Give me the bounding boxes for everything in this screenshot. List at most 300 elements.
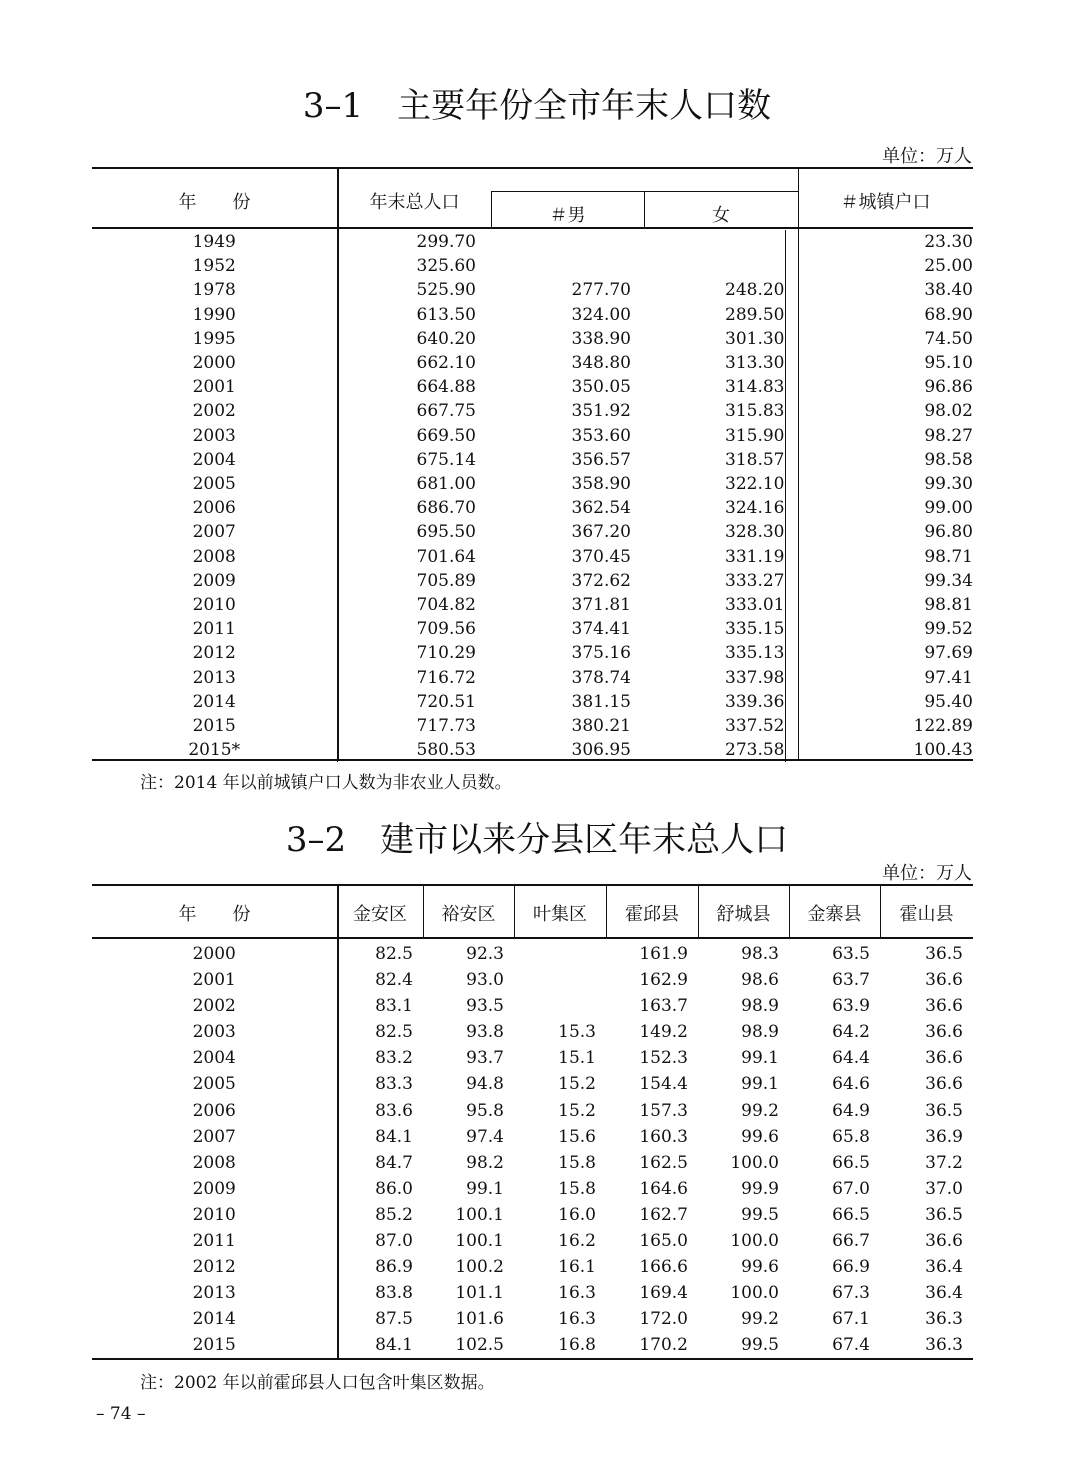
table2-cell-value: 15.1 [558, 1048, 596, 1069]
table2-cell-value: 36.6 [925, 970, 963, 991]
table1-row [92, 375, 973, 399]
table2-cell-year: 2013 [92, 1280, 337, 1306]
table2-row [92, 1254, 973, 1280]
table2-cell-value: 63.9 [832, 996, 870, 1017]
table1-note: 注：2014 年以前城镇户口人数为非农业人员数。 [140, 773, 512, 793]
table1-cell-value: 640.20 [416, 328, 476, 349]
table1-cell-value: 98.58 [924, 449, 973, 470]
table1-cell-value: 74.50 [924, 328, 973, 349]
page-number: – 74 – [96, 1404, 146, 1424]
table1-cell-value: 710.29 [416, 643, 476, 664]
table1-cell-value: 277.70 [571, 280, 631, 301]
table2-cell-value: 16.2 [558, 1231, 596, 1252]
table2-cell-value: 36.5 [925, 944, 963, 964]
table2-cell-value: 83.6 [375, 1100, 413, 1121]
table2-cell-value: 99.5 [741, 1204, 779, 1225]
table2-header-divider [606, 886, 607, 938]
table1-row [92, 593, 973, 617]
table2-cell-value: 16.3 [558, 1283, 596, 1304]
table1-row [92, 303, 973, 327]
table2-row [92, 1071, 973, 1097]
table1-row [92, 617, 973, 641]
table2-cell-value: 101.1 [455, 1283, 504, 1304]
table2-cell-value: 169.4 [639, 1283, 688, 1304]
table1-cell-value: 98.71 [924, 546, 973, 567]
table2-top-rule [92, 884, 973, 886]
table1-header-rule [92, 227, 973, 229]
table1-cell-year: 2010 [92, 593, 337, 617]
table2-cell-value: 82.5 [375, 1022, 413, 1043]
table1-row [92, 254, 973, 278]
table2-cell-value: 93.5 [466, 996, 504, 1017]
table2-cell-value: 100.0 [730, 1283, 779, 1304]
table1-row [92, 448, 973, 472]
table1-cell-value: 100.43 [913, 740, 973, 761]
table1-cell-value: 351.92 [571, 401, 631, 422]
table1-cell-value: 324.16 [631, 496, 785, 520]
table2-cell-value: 82.5 [375, 944, 413, 964]
table2-header-cell: 金安区 [353, 904, 407, 925]
table2-header-divider [698, 886, 699, 938]
table2-header-cell: 霍邱县 [625, 904, 679, 925]
table1-row [92, 690, 973, 714]
table1-cell-value: 613.50 [416, 304, 476, 325]
table1-cell-year: 2007 [92, 520, 337, 544]
table2-cell-value: 64.9 [832, 1100, 870, 1121]
table2-cell-value: 36.3 [925, 1309, 963, 1330]
table2-cell-value: 93.7 [466, 1048, 504, 1069]
table2-cell-value: 101.6 [455, 1309, 504, 1330]
table2-cell-value: 84.1 [375, 1335, 413, 1356]
table2-row [92, 993, 973, 1019]
table2-cell-value: 16.0 [558, 1204, 596, 1225]
table2-row [92, 1150, 973, 1176]
table2-row [92, 1098, 973, 1124]
table2-cell-year: 2012 [92, 1254, 337, 1280]
table1-cell-value: 337.52 [631, 714, 785, 738]
table2-row [92, 1228, 973, 1254]
table1-cell-year: 1990 [92, 303, 337, 327]
table1-cell-year: 2000 [92, 351, 337, 375]
table1-cell-year: 1978 [92, 278, 337, 302]
table1-cell-value: 362.54 [571, 498, 631, 519]
table2-cell-value: 98.9 [741, 996, 779, 1017]
table2-cell-year: 2010 [92, 1202, 337, 1228]
table1-cell-value: 314.83 [631, 375, 785, 399]
table2-unit: 单位：万人 [882, 863, 972, 884]
table1-header-male: ＃男 [549, 205, 586, 226]
table1-cell-value: 99.52 [924, 619, 973, 640]
table1-cell-value: 717.73 [416, 716, 476, 737]
table2-header-cell: 霍山县 [899, 904, 954, 925]
table1-cell-value: 99.00 [924, 498, 973, 519]
table2-row [92, 1332, 973, 1358]
table1-header-total: 年末总人口 [369, 192, 460, 213]
table1-cell-value: 704.82 [416, 595, 476, 616]
table1-cell-value: 662.10 [416, 353, 476, 374]
table2-cell-value: 36.6 [925, 1231, 963, 1252]
table1-row [92, 569, 973, 593]
table2-cell-value: 36.3 [925, 1335, 963, 1356]
table2-cell-value: 92.3 [466, 944, 504, 964]
table2-cell-value: 157.3 [639, 1100, 688, 1121]
table2-cell-value: 84.1 [375, 1126, 413, 1147]
table2-header-divider [880, 886, 881, 938]
table1-cell-value: 675.14 [416, 449, 476, 470]
table2-cell-value: 87.0 [375, 1231, 413, 1252]
table2-cell-value: 99.5 [741, 1335, 779, 1356]
table2-cell-value: 99.1 [741, 1048, 779, 1069]
table1-cell-value: 380.21 [571, 716, 631, 737]
table2-cell-value: 166.6 [639, 1257, 688, 1278]
table2-note: 注：2002 年以前霍邱县人口包含叶集区数据。 [140, 1373, 495, 1393]
table2-cell-value: 149.2 [639, 1022, 688, 1043]
table2-cell-value: 67.0 [832, 1178, 870, 1199]
table1-header-urban: ＃城镇户口 [840, 192, 931, 213]
table1-cell-value: 96.80 [924, 522, 973, 543]
table2-header-divider [789, 886, 790, 938]
table1-cell-value: 701.64 [416, 546, 476, 567]
table1-cell-year: 2013 [92, 666, 337, 690]
table2-header-divider [423, 886, 424, 938]
table1-cell-value: 333.27 [631, 569, 785, 593]
table1-cell-value: 374.41 [571, 619, 631, 640]
table1-cell-value: 315.90 [631, 424, 785, 448]
table1-cell-value: 338.90 [571, 328, 631, 349]
table2-header-cell: 舒城县 [716, 904, 771, 925]
table1-cell-year: 2009 [92, 569, 337, 593]
table2-header-divider [337, 886, 339, 938]
table1-cell-value: 99.34 [924, 570, 973, 591]
table2-header-cell: 金寨县 [807, 904, 862, 925]
table1-header-female: 女 [712, 205, 730, 226]
table2-cell-value: 36.4 [925, 1257, 963, 1278]
table2-cell-value: 154.4 [639, 1074, 688, 1095]
table2-cell-value: 36.6 [925, 1074, 963, 1095]
table2-cell-value: 98.9 [741, 1022, 779, 1043]
table2-row [92, 1124, 973, 1150]
table1-cell-value: 367.20 [571, 522, 631, 543]
table2-cell-value: 67.4 [832, 1335, 870, 1356]
table2-cell-value: 163.7 [639, 996, 688, 1017]
table1-cell-year: 2005 [92, 472, 337, 496]
table1-cell-value: 664.88 [416, 377, 476, 398]
table1-cell-year: 1995 [92, 327, 337, 351]
table2-cell-value: 84.7 [375, 1152, 413, 1173]
table1-cell-value: 299.70 [416, 232, 476, 252]
table2-body [92, 941, 973, 1359]
table2-cell-value: 63.7 [832, 970, 870, 991]
table2-cell-value: 66.5 [832, 1152, 870, 1173]
table1-title [0, 78, 1074, 127]
table2-cell-value: 65.8 [832, 1126, 870, 1147]
table2-cell-value: 37.2 [925, 1152, 963, 1173]
table2-cell-value: 36.5 [925, 1100, 963, 1121]
table2-cell-value [514, 941, 606, 967]
table2-cell-value: 64.6 [832, 1074, 870, 1095]
table1-cell-value [631, 230, 785, 254]
table2-cell-value: 83.3 [375, 1074, 413, 1095]
table2-cell-value: 15.8 [558, 1178, 596, 1199]
table2-cell-value: 16.3 [558, 1309, 596, 1330]
table2-cell-value: 172.0 [639, 1309, 688, 1330]
table2-cell-value: 87.5 [375, 1309, 413, 1330]
table1-cell-value: 95.10 [924, 353, 973, 374]
table2-cell-year: 2005 [92, 1071, 337, 1097]
table2-cell-year: 2008 [92, 1150, 337, 1176]
table2-cell-value: 98.2 [466, 1152, 504, 1173]
table1-cell-value: 350.05 [571, 377, 631, 398]
table1-cell-year: 2008 [92, 545, 337, 569]
table1-cell-year: 2001 [92, 375, 337, 399]
table1-cell-value: 122.89 [913, 716, 973, 737]
table2-row [92, 1280, 973, 1306]
table1-cell-year: 2015* [92, 738, 337, 762]
table2-cell-value: 36.6 [925, 1048, 963, 1069]
table2-header-cell: 年 份 [178, 904, 251, 925]
table1-cell-value: 686.70 [416, 498, 476, 519]
table2-cell-value: 67.1 [832, 1309, 870, 1330]
table2-cell-value: 164.6 [639, 1178, 688, 1199]
table1-cell-value: 356.57 [571, 449, 631, 470]
table2-cell-value: 161.9 [639, 944, 688, 964]
table1-cell-value: 335.15 [631, 617, 785, 641]
table2-cell-value: 102.5 [455, 1335, 504, 1356]
table1-cell-value: 705.89 [416, 570, 476, 591]
table2-cell-value: 66.7 [832, 1231, 870, 1252]
table1-cell-value: 96.86 [924, 377, 973, 398]
table1-cell-year: 2011 [92, 617, 337, 641]
table2-cell-value: 98.3 [741, 944, 779, 964]
table2-cell-value: 36.4 [925, 1283, 963, 1304]
table1-unit: 单位：万人 [882, 146, 972, 167]
table1-cell-value: 313.30 [631, 351, 785, 375]
table2-cell-value [514, 967, 606, 993]
table2-cell-value: 66.9 [832, 1257, 870, 1278]
table2-header-rule [92, 937, 973, 939]
table1-row [92, 520, 973, 544]
table2-cell-value: 15.3 [558, 1022, 596, 1043]
table1-row [92, 738, 973, 762]
table1-row [92, 641, 973, 665]
table1-cell-year: 2002 [92, 399, 337, 423]
table1-cell-year: 2015 [92, 714, 337, 738]
table1-header-year: 年 份 [178, 192, 251, 213]
table1-row [92, 472, 973, 496]
table1-cell-value: 98.81 [924, 595, 973, 616]
table1-row [92, 666, 973, 690]
table1-cell-year: 2006 [92, 496, 337, 520]
table2-row [92, 1306, 973, 1332]
table2-cell-value: 99.6 [741, 1257, 779, 1278]
table1-cell-year: 1949 [92, 230, 337, 254]
table2-cell-value: 100.0 [730, 1231, 779, 1252]
table2-cell-value: 99.6 [741, 1126, 779, 1147]
table1-cell-year: 2003 [92, 424, 337, 448]
table1-cell-value: 371.81 [571, 595, 631, 616]
table2-cell-value: 36.5 [925, 1204, 963, 1225]
table2-row [92, 1202, 973, 1228]
table2-cell-value: 100.1 [455, 1204, 504, 1225]
table1-cell-value: 381.15 [571, 691, 631, 712]
table1-cell-value: 98.02 [924, 401, 973, 422]
table1-cell-value: 695.50 [416, 522, 476, 543]
table2-header-cell: 叶集区 [533, 904, 587, 925]
table2-cell-value: 152.3 [639, 1048, 688, 1069]
table2-cell-value: 67.3 [832, 1283, 870, 1304]
table1-cell-value: 38.40 [924, 280, 973, 301]
table2-cell-value: 16.8 [558, 1335, 596, 1356]
table2-row [92, 941, 973, 967]
table2-cell-value: 37.0 [925, 1178, 963, 1199]
table1-cell-value: 370.45 [571, 546, 631, 567]
table2-row [92, 1176, 973, 1202]
table1-cell-value: 95.40 [924, 691, 973, 712]
table2-row [92, 1019, 973, 1045]
table1-cell-value: 23.30 [924, 232, 973, 252]
table2-cell-value: 97.4 [466, 1126, 504, 1147]
table1-cell-value: 322.10 [631, 472, 785, 496]
table1-cell-year: 2012 [92, 641, 337, 665]
table2-title-text: 建市以来分县区年末总人口 [380, 820, 789, 860]
table2-header-divider [514, 886, 515, 938]
table1-cell-value: 25.00 [924, 256, 973, 277]
table1-cell-value: 353.60 [571, 425, 631, 446]
table1-cell-value: 525.90 [416, 280, 476, 301]
table1-cell-value: 97.69 [924, 643, 973, 664]
table2-cell-value: 64.4 [832, 1048, 870, 1069]
table1-cell-value: 301.30 [631, 327, 785, 351]
table2-cell-value [514, 993, 606, 1019]
table2-cell-value: 99.1 [741, 1074, 779, 1095]
table2-row [92, 967, 973, 993]
table2-cell-year: 2011 [92, 1228, 337, 1254]
table2-cell-value: 15.2 [558, 1074, 596, 1095]
table2-cell-value: 170.2 [639, 1335, 688, 1356]
table2-cell-value: 100.2 [455, 1257, 504, 1278]
table2-cell-value: 100.1 [455, 1231, 504, 1252]
table1-cell-value: 97.41 [924, 667, 973, 688]
table1-cell-value: 325.60 [416, 256, 476, 277]
table2-cell-year: 2006 [92, 1098, 337, 1124]
table2-cell-value: 36.6 [925, 996, 963, 1017]
table2-header-cell: 裕安区 [441, 904, 496, 925]
table1-cell-value: 669.50 [416, 425, 476, 446]
table2-cell-year: 2004 [92, 1045, 337, 1071]
table1-cell-value: 358.90 [571, 474, 631, 495]
table2-cell-year: 2003 [92, 1019, 337, 1045]
table2-cell-value: 85.2 [375, 1204, 413, 1225]
table1-row [92, 327, 973, 351]
table1-cell-value [476, 254, 631, 278]
table2-cell-value: 93.8 [466, 1022, 504, 1043]
table1-cell-value: 339.36 [631, 690, 785, 714]
table1-cell-value: 580.53 [416, 740, 476, 761]
table1-cell-value: 372.62 [571, 570, 631, 591]
table2-cell-value: 93.0 [466, 970, 504, 991]
table2-cell-value: 99.2 [741, 1100, 779, 1121]
table1-row [92, 424, 973, 448]
table1-cell-value: 324.00 [571, 304, 631, 325]
table2-cell-year: 2002 [92, 993, 337, 1019]
table2-cell-value: 162.5 [639, 1152, 688, 1173]
table1-cell-value: 328.30 [631, 520, 785, 544]
table2-cell-value: 36.6 [925, 1022, 963, 1043]
table1-cell-value: 375.16 [571, 643, 631, 664]
table1-cell-value: 720.51 [416, 691, 476, 712]
table2-cell-value: 99.9 [741, 1178, 779, 1199]
table2-cell-year: 2001 [92, 967, 337, 993]
table1-cell-value: 248.20 [631, 278, 785, 302]
table2-cell-value: 82.4 [375, 970, 413, 991]
table1-body [92, 230, 973, 762]
table2-cell-value: 162.9 [639, 970, 688, 991]
table1-row [92, 230, 973, 254]
table1-cell-value: 337.98 [631, 666, 785, 690]
table1-cell-value: 378.74 [571, 667, 631, 688]
table1-cell-value: 99.30 [924, 474, 973, 495]
table2-cell-year: 2007 [92, 1124, 337, 1150]
table2-cell-value: 83.1 [375, 996, 413, 1017]
table2-cell-value: 98.6 [741, 970, 779, 991]
table2-cell-value: 94.8 [466, 1074, 504, 1095]
table1-cell-value: 335.13 [631, 641, 785, 665]
table2-cell-value: 86.0 [375, 1178, 413, 1199]
table2-cell-value: 83.8 [375, 1283, 413, 1304]
table2-cell-value: 83.2 [375, 1048, 413, 1069]
table1-row [92, 545, 973, 569]
table2-cell-year: 2015 [92, 1332, 337, 1358]
table1-cell-year: 2004 [92, 448, 337, 472]
table1-row [92, 496, 973, 520]
table2-number: 3–2 [285, 820, 347, 860]
table1-cell-value: 289.50 [631, 303, 785, 327]
table1-cell-value: 315.83 [631, 399, 785, 423]
table1-title-text: 主要年份全市年末人口数 [397, 86, 772, 126]
table2-row [92, 1045, 973, 1071]
table2-cell-value: 15.2 [558, 1100, 596, 1121]
table1-cell-value [631, 254, 785, 278]
table1-cell-value: 306.95 [571, 740, 631, 761]
table2-cell-year: 2009 [92, 1176, 337, 1202]
table2-cell-value: 162.7 [639, 1204, 688, 1225]
table1-cell-value: 98.27 [924, 425, 973, 446]
table2-cell-value: 36.9 [925, 1126, 963, 1147]
table1-cell-value: 709.56 [416, 619, 476, 640]
table1-row [92, 278, 973, 302]
table2-cell-year: 2014 [92, 1306, 337, 1332]
table1-number: 3–1 [302, 86, 364, 126]
table1-cell-value: 333.01 [631, 593, 785, 617]
table1-cell-value: 273.58 [631, 738, 785, 762]
table1-cell-value: 348.80 [571, 353, 631, 374]
table2-cell-value: 63.5 [832, 944, 870, 964]
table1-cell-value: 331.19 [631, 545, 785, 569]
table1-cell-year: 2014 [92, 690, 337, 714]
table1-row [92, 714, 973, 738]
table1-cell-year: 1952 [92, 254, 337, 278]
table2-cell-value: 100.0 [730, 1152, 779, 1173]
table2-cell-value: 99.2 [741, 1309, 779, 1330]
table1-row [92, 399, 973, 423]
table2-cell-value: 86.9 [375, 1257, 413, 1278]
table2-cell-value: 64.2 [832, 1022, 870, 1043]
table1-cell-value: 667.75 [416, 401, 476, 422]
table1-cell-value: 68.90 [924, 304, 973, 325]
table2-cell-value: 160.3 [639, 1126, 688, 1147]
table2-cell-year: 2000 [92, 941, 337, 967]
table2-cell-value: 15.8 [558, 1152, 596, 1173]
